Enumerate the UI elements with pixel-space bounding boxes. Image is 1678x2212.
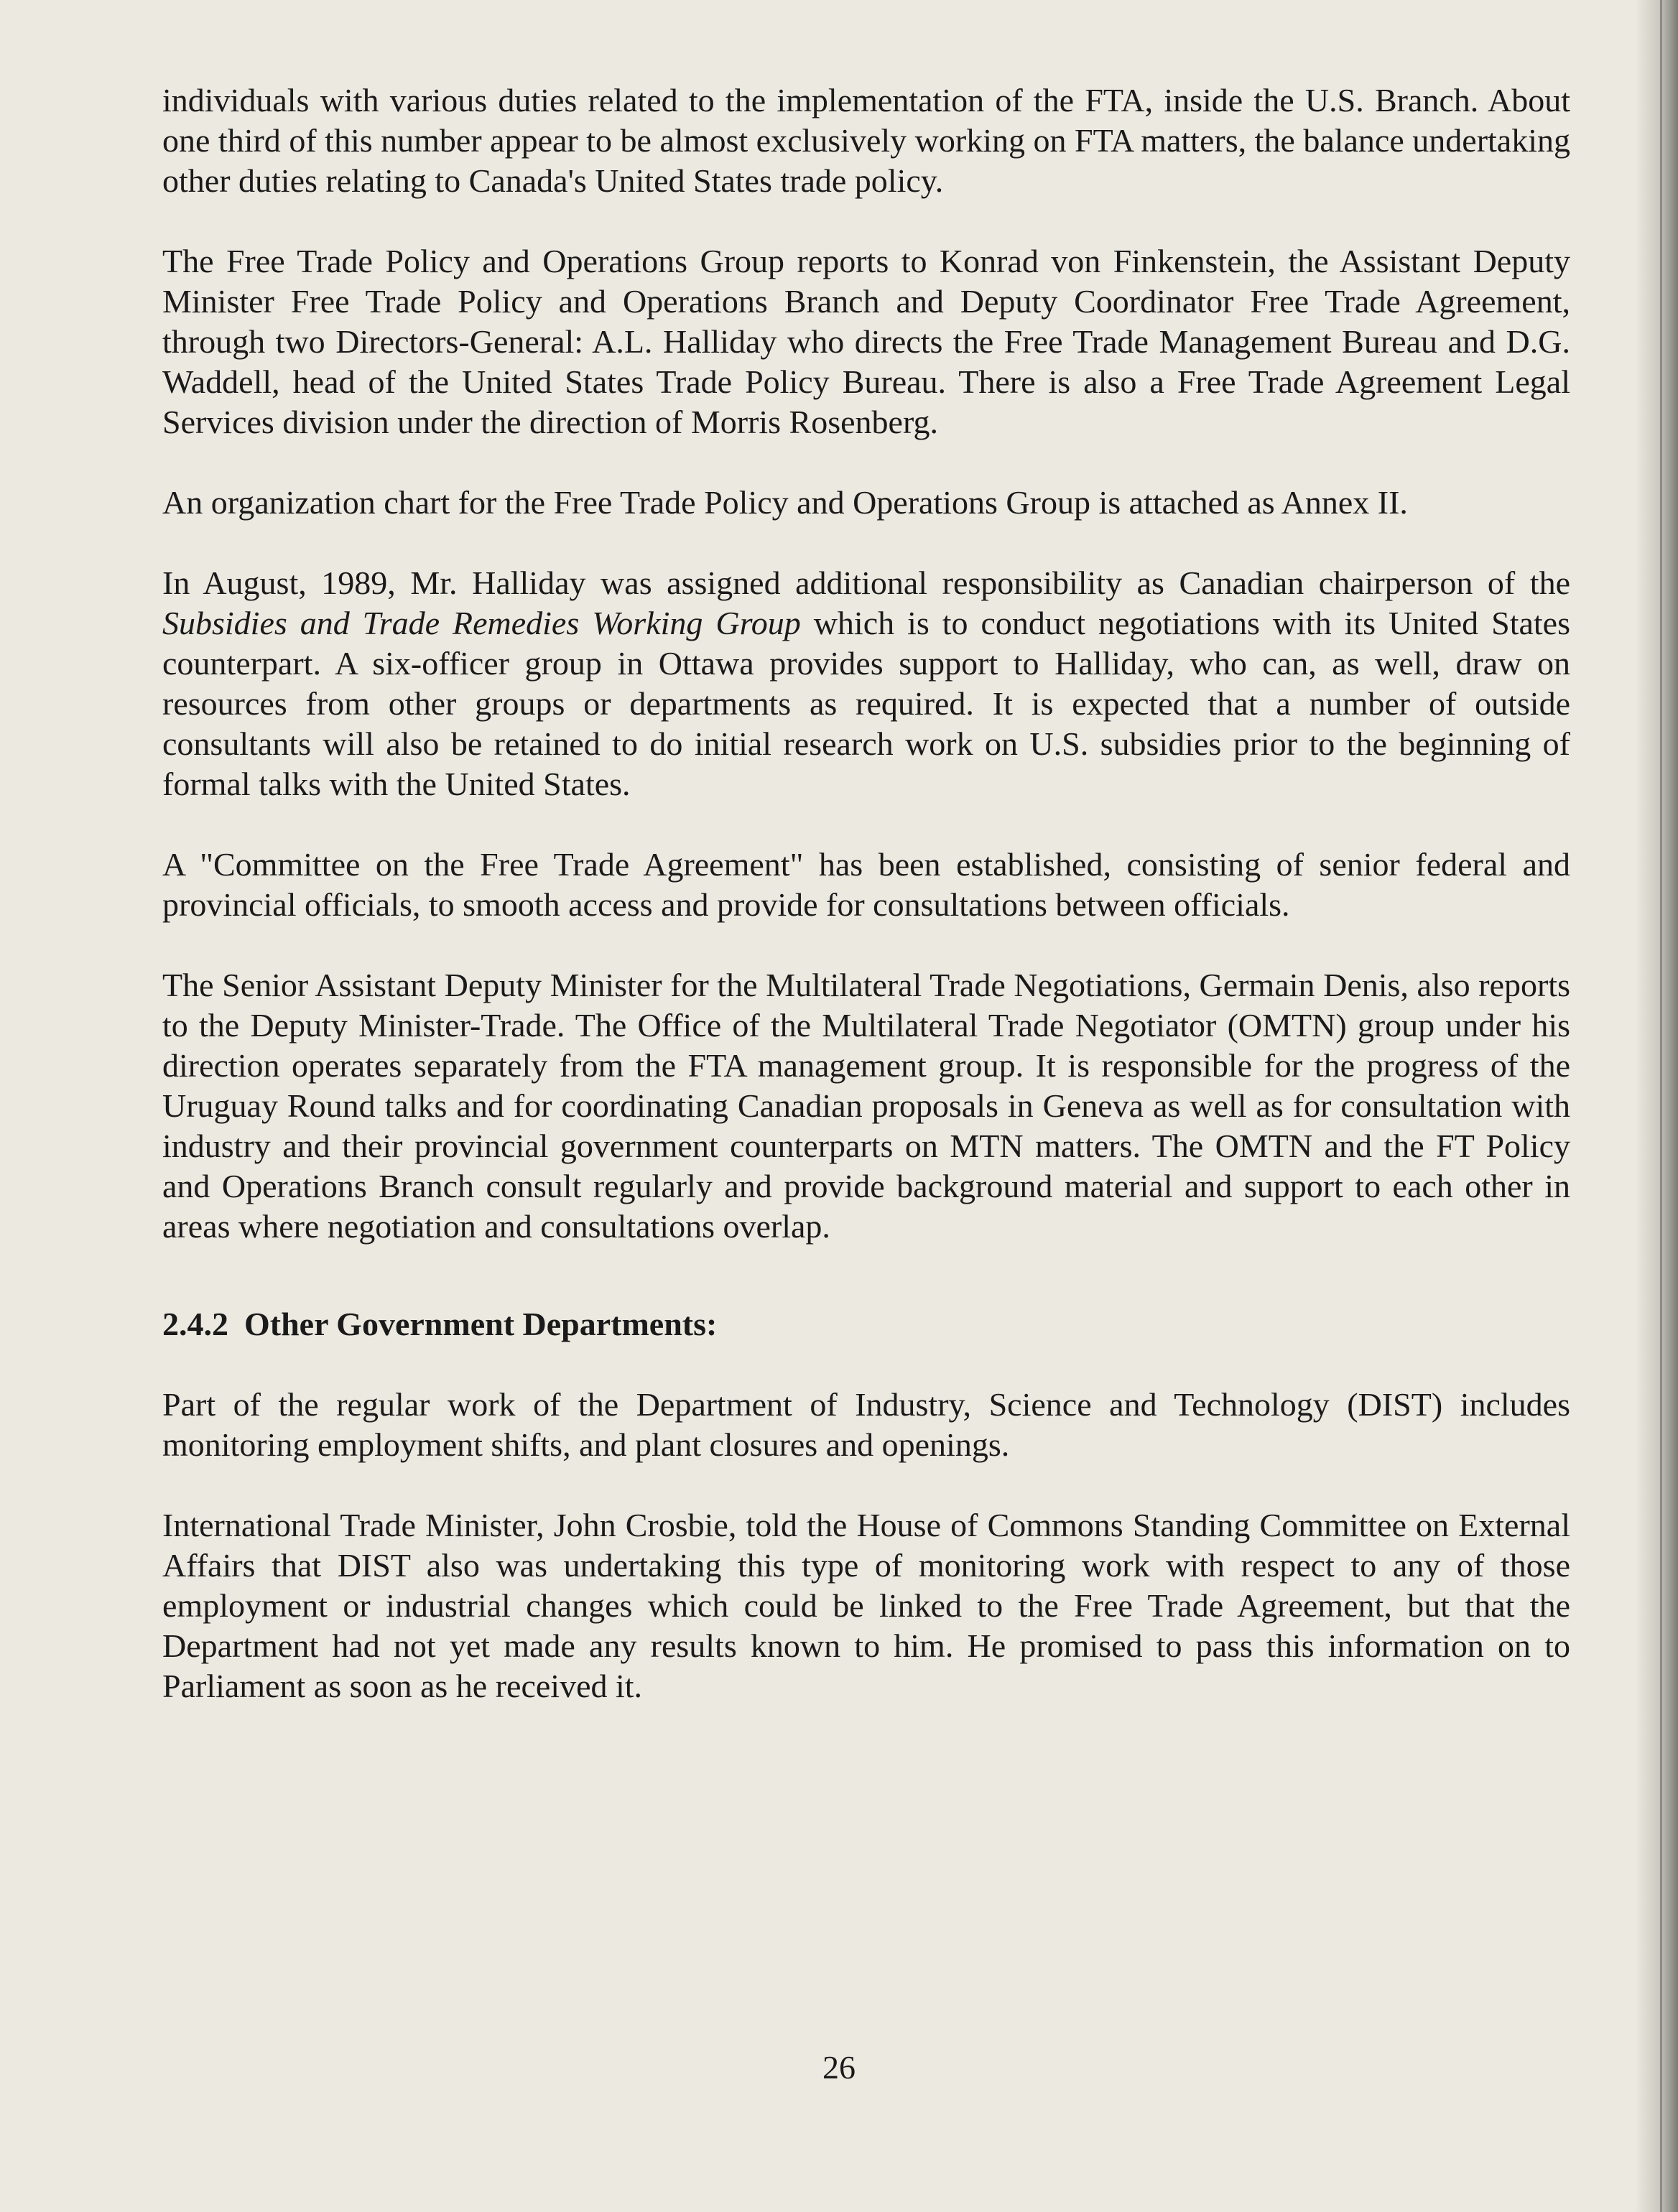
paragraph-reporting-structure: The Free Trade Policy and Operations Group reports to Konrad von Finkenstein, the Assistant Deputy Minister Free Trade Policy and Operations Branch and Deputy Coordinator Free Trade Agreement, through two Directors-General: A.L. Halliday who directs the Free Trade Management Bureau and D.G. Waddell, head of the United States Trade Policy Bureau. There is also a Free Trade Agreement Legal Services division under the direction of Morris Rosenberg. [162, 243, 1570, 440]
paragraph-org-chart: An organization chart for the Free Trade Policy and Operations Group is attached as Annex II. [162, 484, 1408, 521]
paragraph-halliday-assignment [162, 563, 1570, 804]
paragraph-dist-monitoring: Part of the regular work of the Department of Industry, Science and Technology (DIST) includes monitoring employment shifts, and plant closures and openings. [162, 1386, 1570, 1463]
paragraph-committee: A "Committee on the Free Trade Agreement" has been established, consisting of senior federal and provincial officials, to smooth access and provide for consultations between officials. [162, 846, 1570, 923]
working-group-name: Subsidies and Trade Remedies Working Group [162, 605, 801, 641]
page-edge-line [1660, 0, 1662, 2212]
section-number: 2.4.2 [162, 1306, 228, 1342]
page-number: 26 [822, 2049, 856, 2086]
page-edge-shadow [1635, 0, 1678, 2212]
paragraph-omtn: The Senior Assistant Deputy Minister for the Multilateral Trade Negotiations, Germain Denis, also reports to the Deputy Minister-Trade. The Office of the Multilateral Trade Negotiator (OMTN) group under his direction operates separately from the FTA management group. It is responsible for the progress of the Uruguay Round talks and for coordinating Canadian proposals in Geneva as well as for consultation with industry and their provincial government counterparts on MTN matters. The OMTN and the FT Policy and Operations Branch consult regularly and provide background material and support to each other in areas where negotiation and consultations overlap. [162, 967, 1570, 1245]
paragraph-fta-staff: individuals with various duties related to the implementation of the FTA, inside the U.S. Branch. About one third of this number appear to be almost exclusively working on FTA matters, the balance undertaking other duties relating to Canada's United States trade policy. [162, 82, 1570, 199]
body-text [162, 80, 1570, 1747]
halliday-text-after: which is to conduct negotiations with its United States counterpart. A six-officer group in Ottawa provides support to Halliday, who can, as well, draw on resources from other groups or departments as required. It is expected that a number of outside consultants will also be retained to do initial research work on U.S. subsidies prior to the beginning of formal talks with the United States. [162, 605, 1570, 802]
section-heading [162, 1304, 1570, 1344]
section-title: Other Government Departments: [244, 1306, 718, 1342]
halliday-text-before: In August, 1989, Mr. Halliday was assigned additional responsibility as Canadian chairperson of the [162, 564, 1570, 601]
paragraph-crosbie: International Trade Minister, John Crosbie, told the House of Commons Standing Committee on External Affairs that DIST also was undertaking this type of monitoring work with respect to any of those employment or industrial changes which could be linked to the Free Trade Agreement, but that the Department had not yet made any results known to him. He promised to pass this information on to Parliament as soon as he received it. [162, 1507, 1570, 1704]
